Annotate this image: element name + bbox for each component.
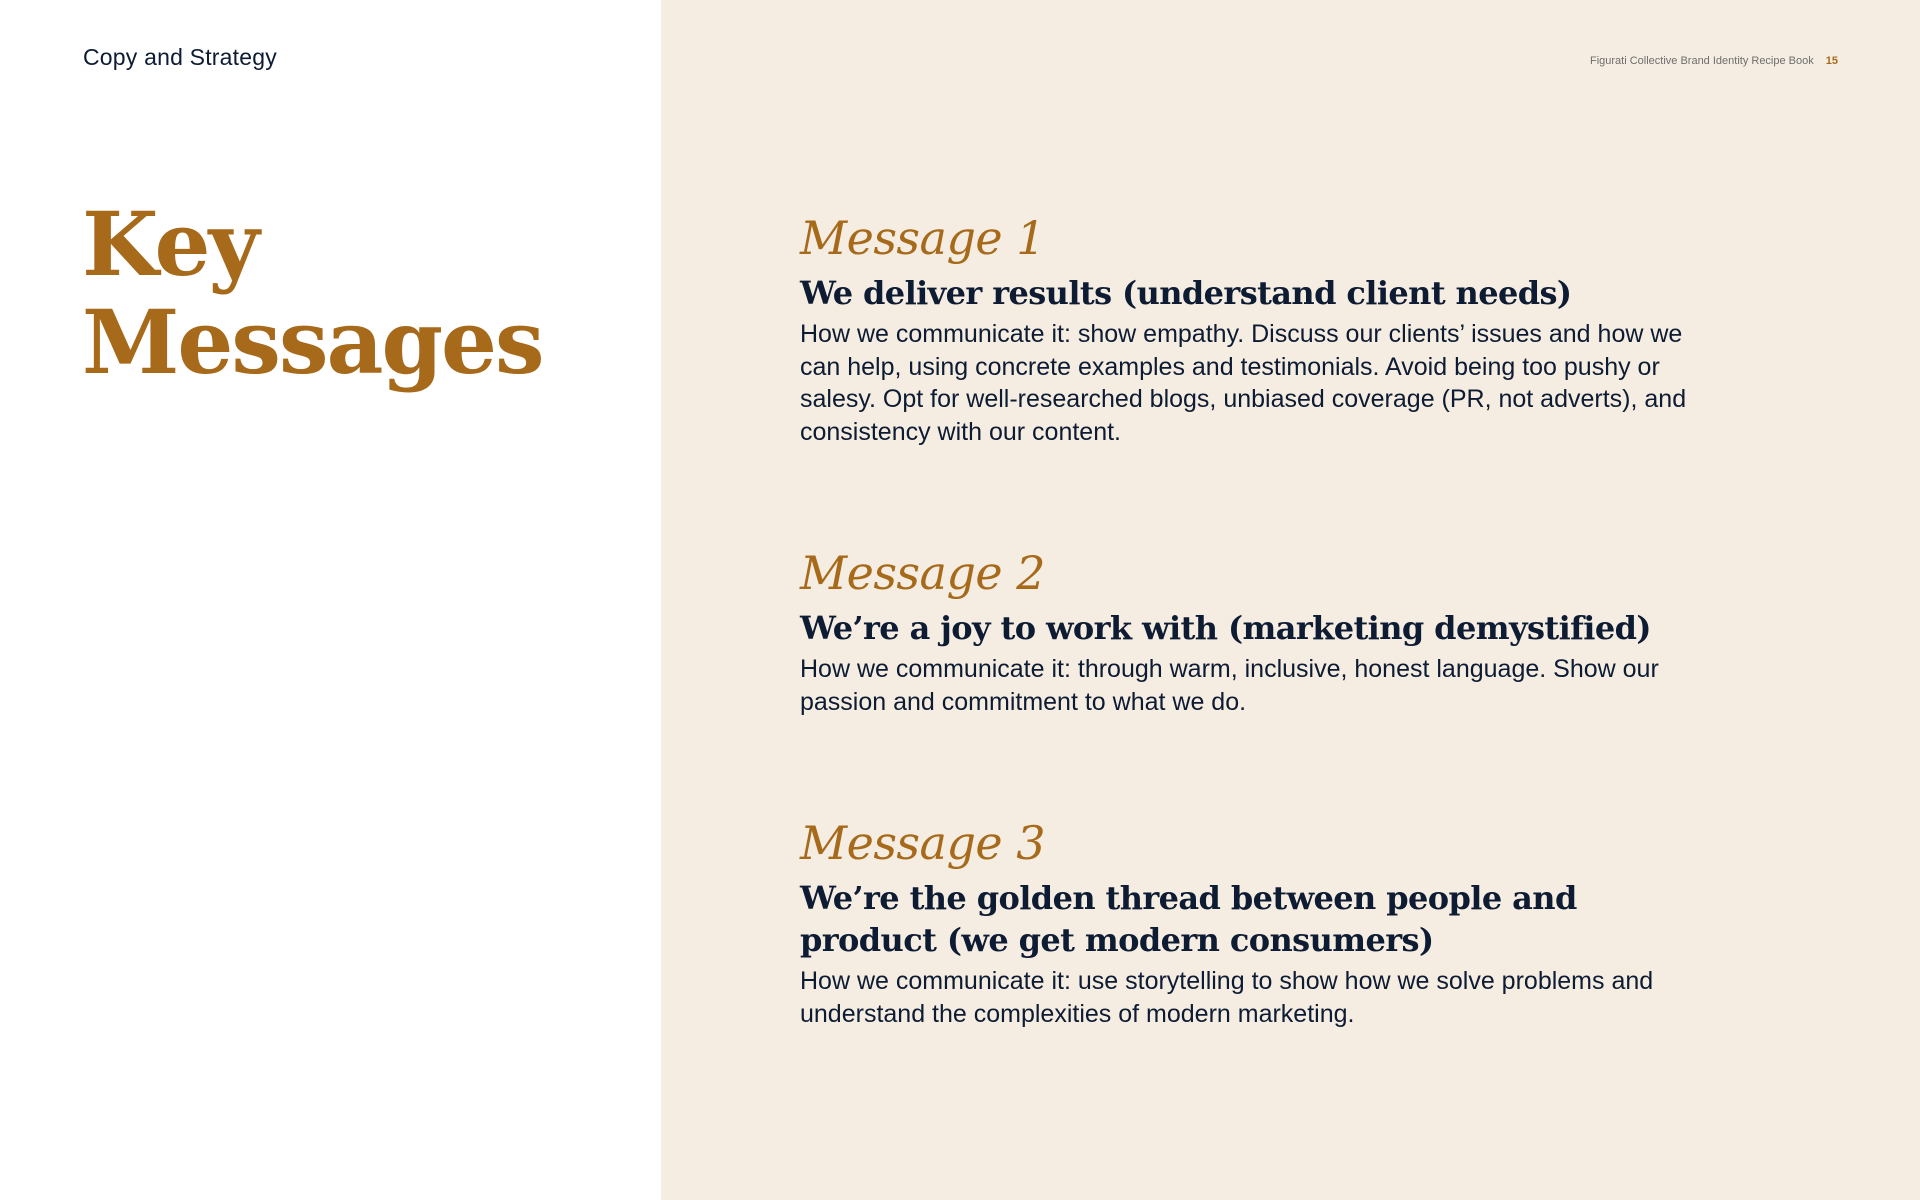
- running-title: Figurati Collective Brand Identity Recipe Book: [1589, 55, 1814, 67]
- message-body: How we communicate it: use storytelling to show how we solve problems and understand the complexities of modern marketing.: [800, 967, 1654, 1028]
- page-title: [82, 192, 543, 394]
- message-block-1: [800, 210, 1700, 448]
- page-title-line-2: Messages: [82, 290, 543, 394]
- message-script-label: Message 2: [800, 546, 1046, 600]
- message-body: How we communicate it: through warm, inclusive, honest language. Show our passion and commitment to what we do.: [800, 655, 1659, 716]
- message-heading: We deliver results (understand client needs): [800, 274, 1572, 312]
- message-block-2: [800, 545, 1700, 718]
- page-title-line-1: Key: [82, 192, 258, 296]
- message-script-label: Message 3: [800, 816, 1046, 870]
- message-heading: We’re the golden thread between people and product (we get modern consumers): [800, 879, 1577, 959]
- page-number: 15: [1825, 55, 1838, 67]
- left-panel: [0, 0, 661, 1200]
- message-body: How we communicate it: show empathy. Discuss our clients’ issues and how we can help, using concrete examples and testimonials. Avoid being too pushy or salesy. Opt for well-researched blogs, unbiased coverage (PR, not adverts), and consistency with our content.: [800, 320, 1687, 446]
- section-label: Copy and Strategy: [83, 44, 277, 70]
- message-script-label: Message 1: [800, 211, 1046, 265]
- running-header: [1590, 55, 1838, 67]
- message-block-3: [800, 815, 1700, 1030]
- message-heading: We’re a joy to work with (marketing demystified): [800, 609, 1651, 647]
